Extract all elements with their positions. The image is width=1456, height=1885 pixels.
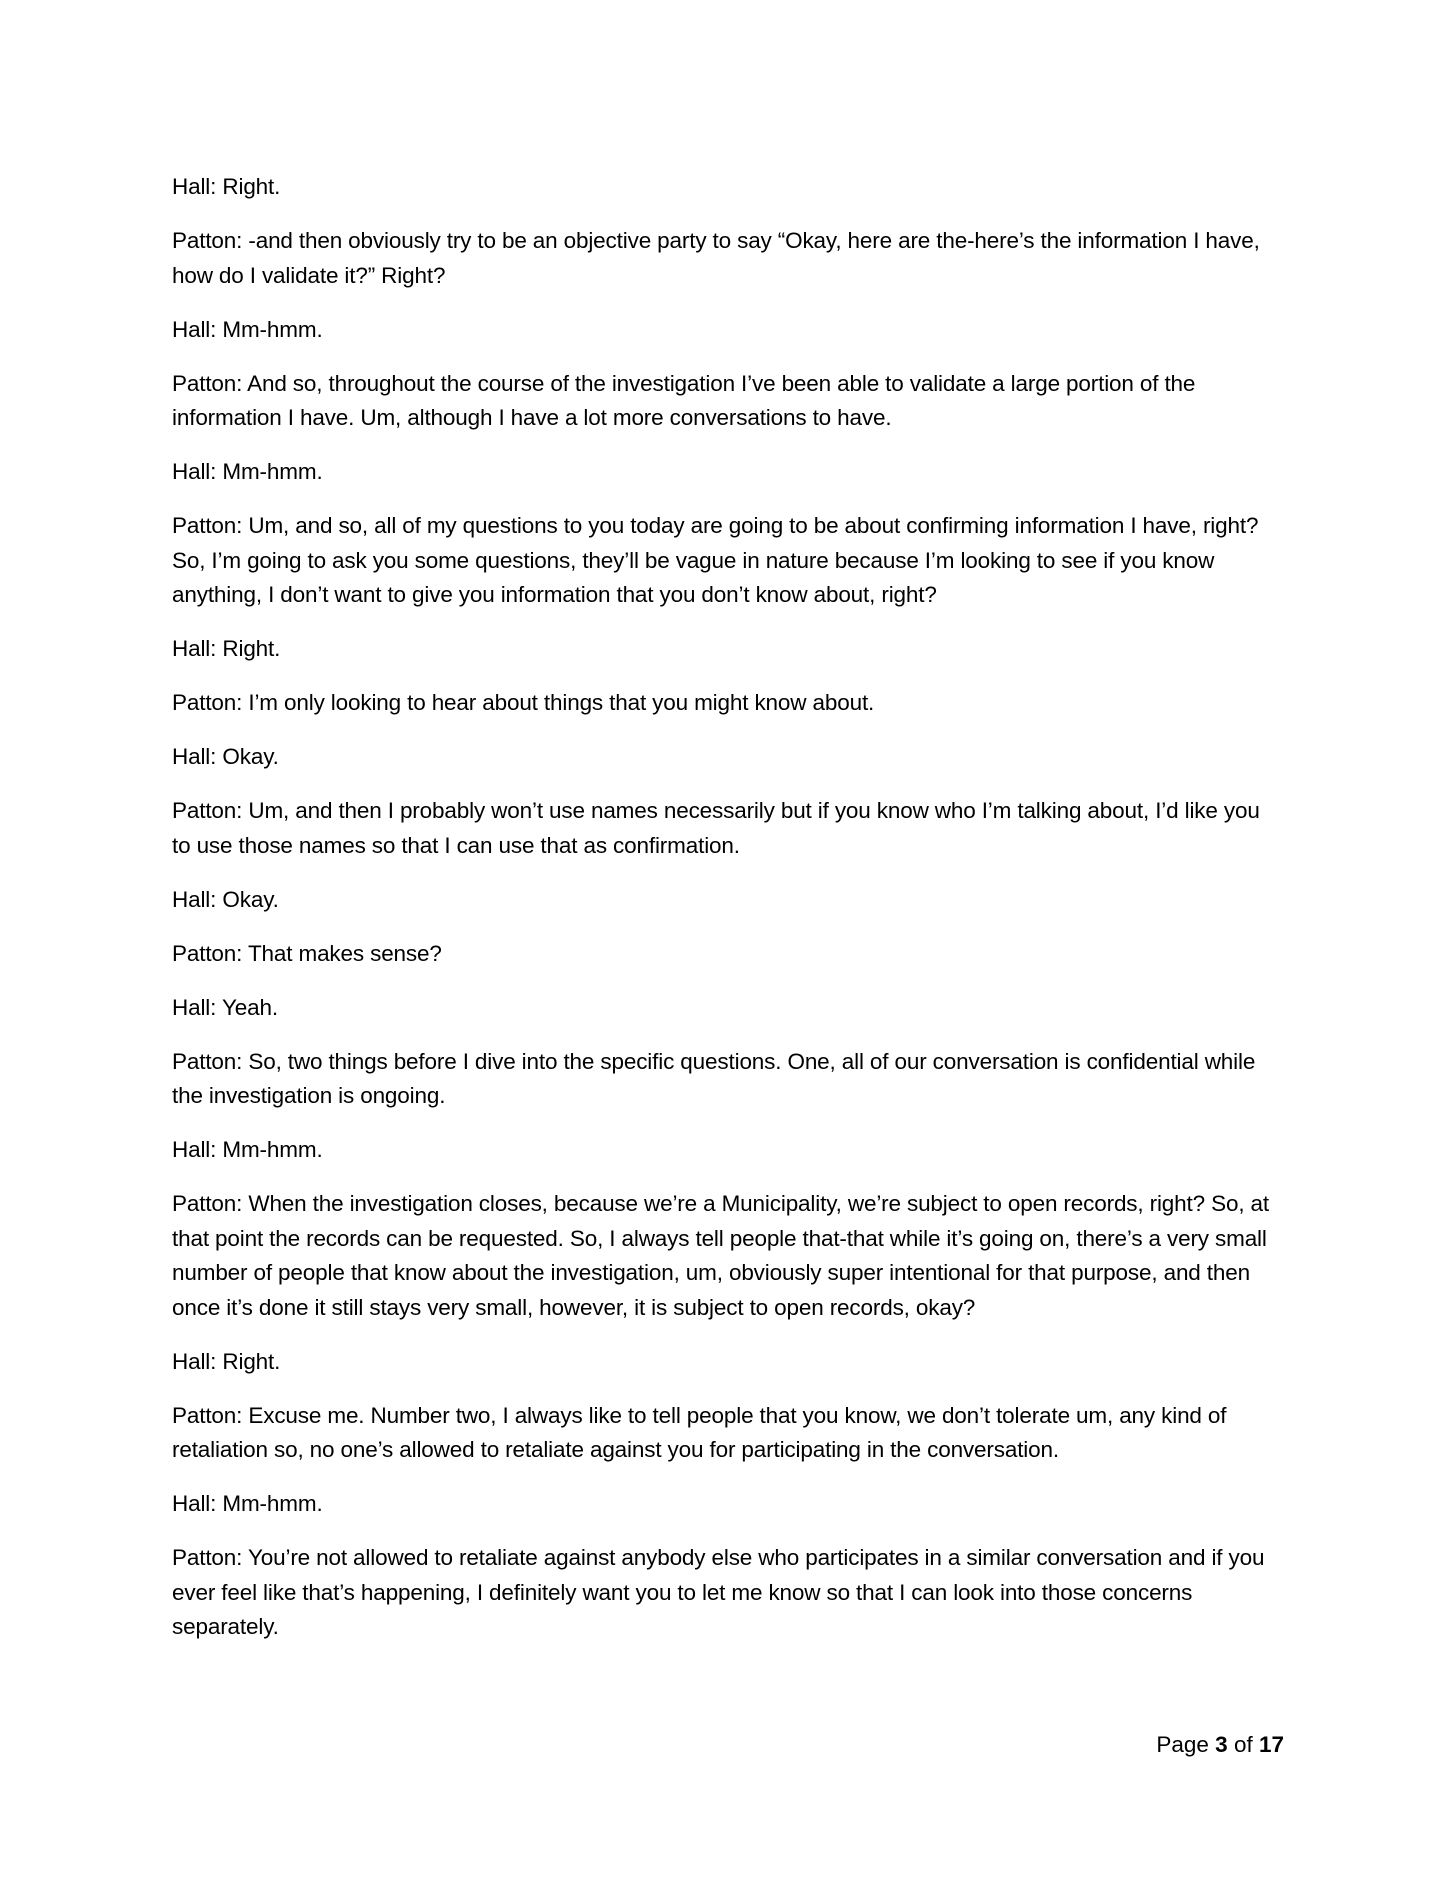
speaker-separator: :: [236, 940, 248, 966]
utterance-text: Mm-hmm.: [222, 459, 323, 484]
speaker-separator: :: [210, 636, 223, 661]
speaker-name: Patton: [172, 1048, 237, 1074]
of-word: of: [1233, 1732, 1253, 1757]
transcript-paragraph: [172, 455, 1282, 490]
transcript-paragraph: [172, 367, 1282, 436]
speaker-separator: :: [210, 1348, 223, 1374]
page-number: 3: [1215, 1732, 1228, 1757]
speaker-name: Hall: [172, 886, 211, 912]
speaker-separator: :: [210, 1137, 223, 1162]
transcript-paragraph: [172, 1187, 1282, 1325]
page-total: 17: [1258, 1732, 1284, 1757]
speaker-separator: :: [210, 994, 222, 1020]
transcript-paragraph: [172, 313, 1282, 348]
transcript-paragraph: [172, 170, 1282, 205]
speaker-separator: :: [210, 886, 223, 912]
speaker-separator: :: [210, 174, 223, 199]
speaker-separator: :: [236, 1402, 249, 1428]
transcript-paragraph: [172, 1133, 1282, 1168]
utterance-text: So, two things before I dive into the specific questions. One, all of our conversation is confidential while the investigation is ongoing.: [172, 1048, 1256, 1108]
transcript-paragraph: [172, 991, 1282, 1026]
utterance-text: Mm-hmm.: [222, 1491, 323, 1516]
transcript-paragraph: [172, 937, 1282, 972]
speaker-name: Hall: [172, 174, 211, 199]
speaker-separator: :: [210, 459, 223, 484]
utterance-text: Yeah.: [221, 994, 278, 1020]
speaker-name: Patton: [172, 940, 237, 966]
speaker-separator: :: [210, 1491, 223, 1516]
speaker-separator: :: [236, 1048, 249, 1074]
speaker-separator: :: [236, 798, 249, 823]
utterance-text: Okay.: [222, 886, 279, 912]
speaker-name: Patton: [172, 798, 237, 823]
utterance-text: That makes sense?: [247, 940, 442, 966]
speaker-name: Hall: [172, 1491, 211, 1516]
utterance-text: Excuse me. Number two, I always like to tell people that you know, we don’t tolerate um, any kind of retaliation so, no one’s allowed to retaliate against you for participating in the conversation.: [172, 1402, 1227, 1462]
speaker-name: Hall: [172, 744, 211, 769]
speaker-name: Patton: [172, 1545, 237, 1570]
speaker-separator: :: [236, 370, 248, 396]
transcript-paragraph: [172, 224, 1282, 293]
speaker-name: Patton: [172, 1402, 237, 1428]
utterance-text: Um, and so, all of my questions to you today are going to be about confirming information I have, right? So, I’m going to ask you some questions, they’ll be vague in nature because I’m looking to see if you know anything, I don’t want to give you information that you don’t know about, right?: [172, 513, 1259, 607]
utterance-text: I’m only looking to hear about things that you might know about.: [248, 690, 875, 715]
transcript-paragraph: [172, 509, 1282, 613]
speaker-separator: :: [210, 744, 223, 769]
speaker-separator: :: [236, 228, 249, 253]
speaker-separator: :: [236, 513, 249, 538]
utterance-text: You’re not allowed to retaliate against anybody else who participates in a similar conversation and if you ever feel like that’s happening, I definitely want you to let me know so that I can look into those concerns separately.: [172, 1545, 1265, 1639]
speaker-name: Patton: [172, 370, 237, 396]
transcript-paragraph: [172, 1487, 1282, 1522]
utterance-text: Okay.: [222, 744, 279, 769]
utterance-text: -and then obviously try to be an objective party to say “Okay, here are the-here’s the information I have, how do I validate it?” Right?: [172, 228, 1260, 288]
transcript-paragraph: [172, 1045, 1282, 1114]
speaker-name: Hall: [172, 994, 211, 1020]
utterance-text: Right.: [222, 1348, 281, 1374]
transcript-body: [172, 170, 1282, 1664]
utterance-text: Right.: [222, 636, 281, 661]
transcript-paragraph: [172, 632, 1282, 667]
utterance-text: Um, and then I probably won’t use names necessarily but if you know who I’m talking about, I’d like you to use those names so that I can use that as confirmation.: [172, 798, 1260, 858]
speaker-name: Patton: [172, 513, 237, 538]
speaker-name: Hall: [172, 316, 211, 342]
utterance-text: Mm-hmm.: [222, 1137, 323, 1162]
speaker-name: Patton: [172, 1191, 237, 1216]
speaker-name: Hall: [172, 636, 211, 661]
utterance-text: Mm-hmm.: [222, 316, 323, 342]
page-footer: [1156, 1728, 1284, 1762]
speaker-name: Hall: [172, 459, 211, 484]
speaker-separator: :: [236, 1545, 248, 1570]
speaker-separator: :: [236, 690, 249, 715]
speaker-name: Patton: [172, 228, 237, 253]
transcript-paragraph: [172, 794, 1282, 863]
transcript-paragraph: [172, 1345, 1282, 1380]
transcript-paragraph: [172, 1399, 1282, 1468]
utterance-text: When the investigation closes, because we’re a Municipality, we’re subject to open records, right? So, at that point the records can be requested. So, I always tell people that-that while it’s going on, there’s a very small number of people that know about the investigation, um, obviously super intentional for that purpose, and then once it’s done it still stays very small, however, it is subject to open records, okay?: [172, 1191, 1269, 1320]
speaker-separator: :: [210, 316, 223, 342]
utterance-text: Right.: [222, 174, 281, 199]
speaker-name: Hall: [172, 1348, 211, 1374]
transcript-paragraph: [172, 883, 1282, 918]
speaker-separator: :: [236, 1191, 249, 1216]
speaker-name: Patton: [172, 690, 237, 715]
transcript-paragraph: [172, 686, 1282, 721]
page-word: Page: [1156, 1732, 1209, 1757]
transcript-paragraph: [172, 1541, 1282, 1645]
utterance-text: And so, throughout the course of the investigation I’ve been able to validate a large portion of the information I have. Um, although I have a lot more conversations to have.: [172, 370, 1196, 430]
transcript-paragraph: [172, 740, 1282, 775]
speaker-name: Hall: [172, 1137, 211, 1162]
